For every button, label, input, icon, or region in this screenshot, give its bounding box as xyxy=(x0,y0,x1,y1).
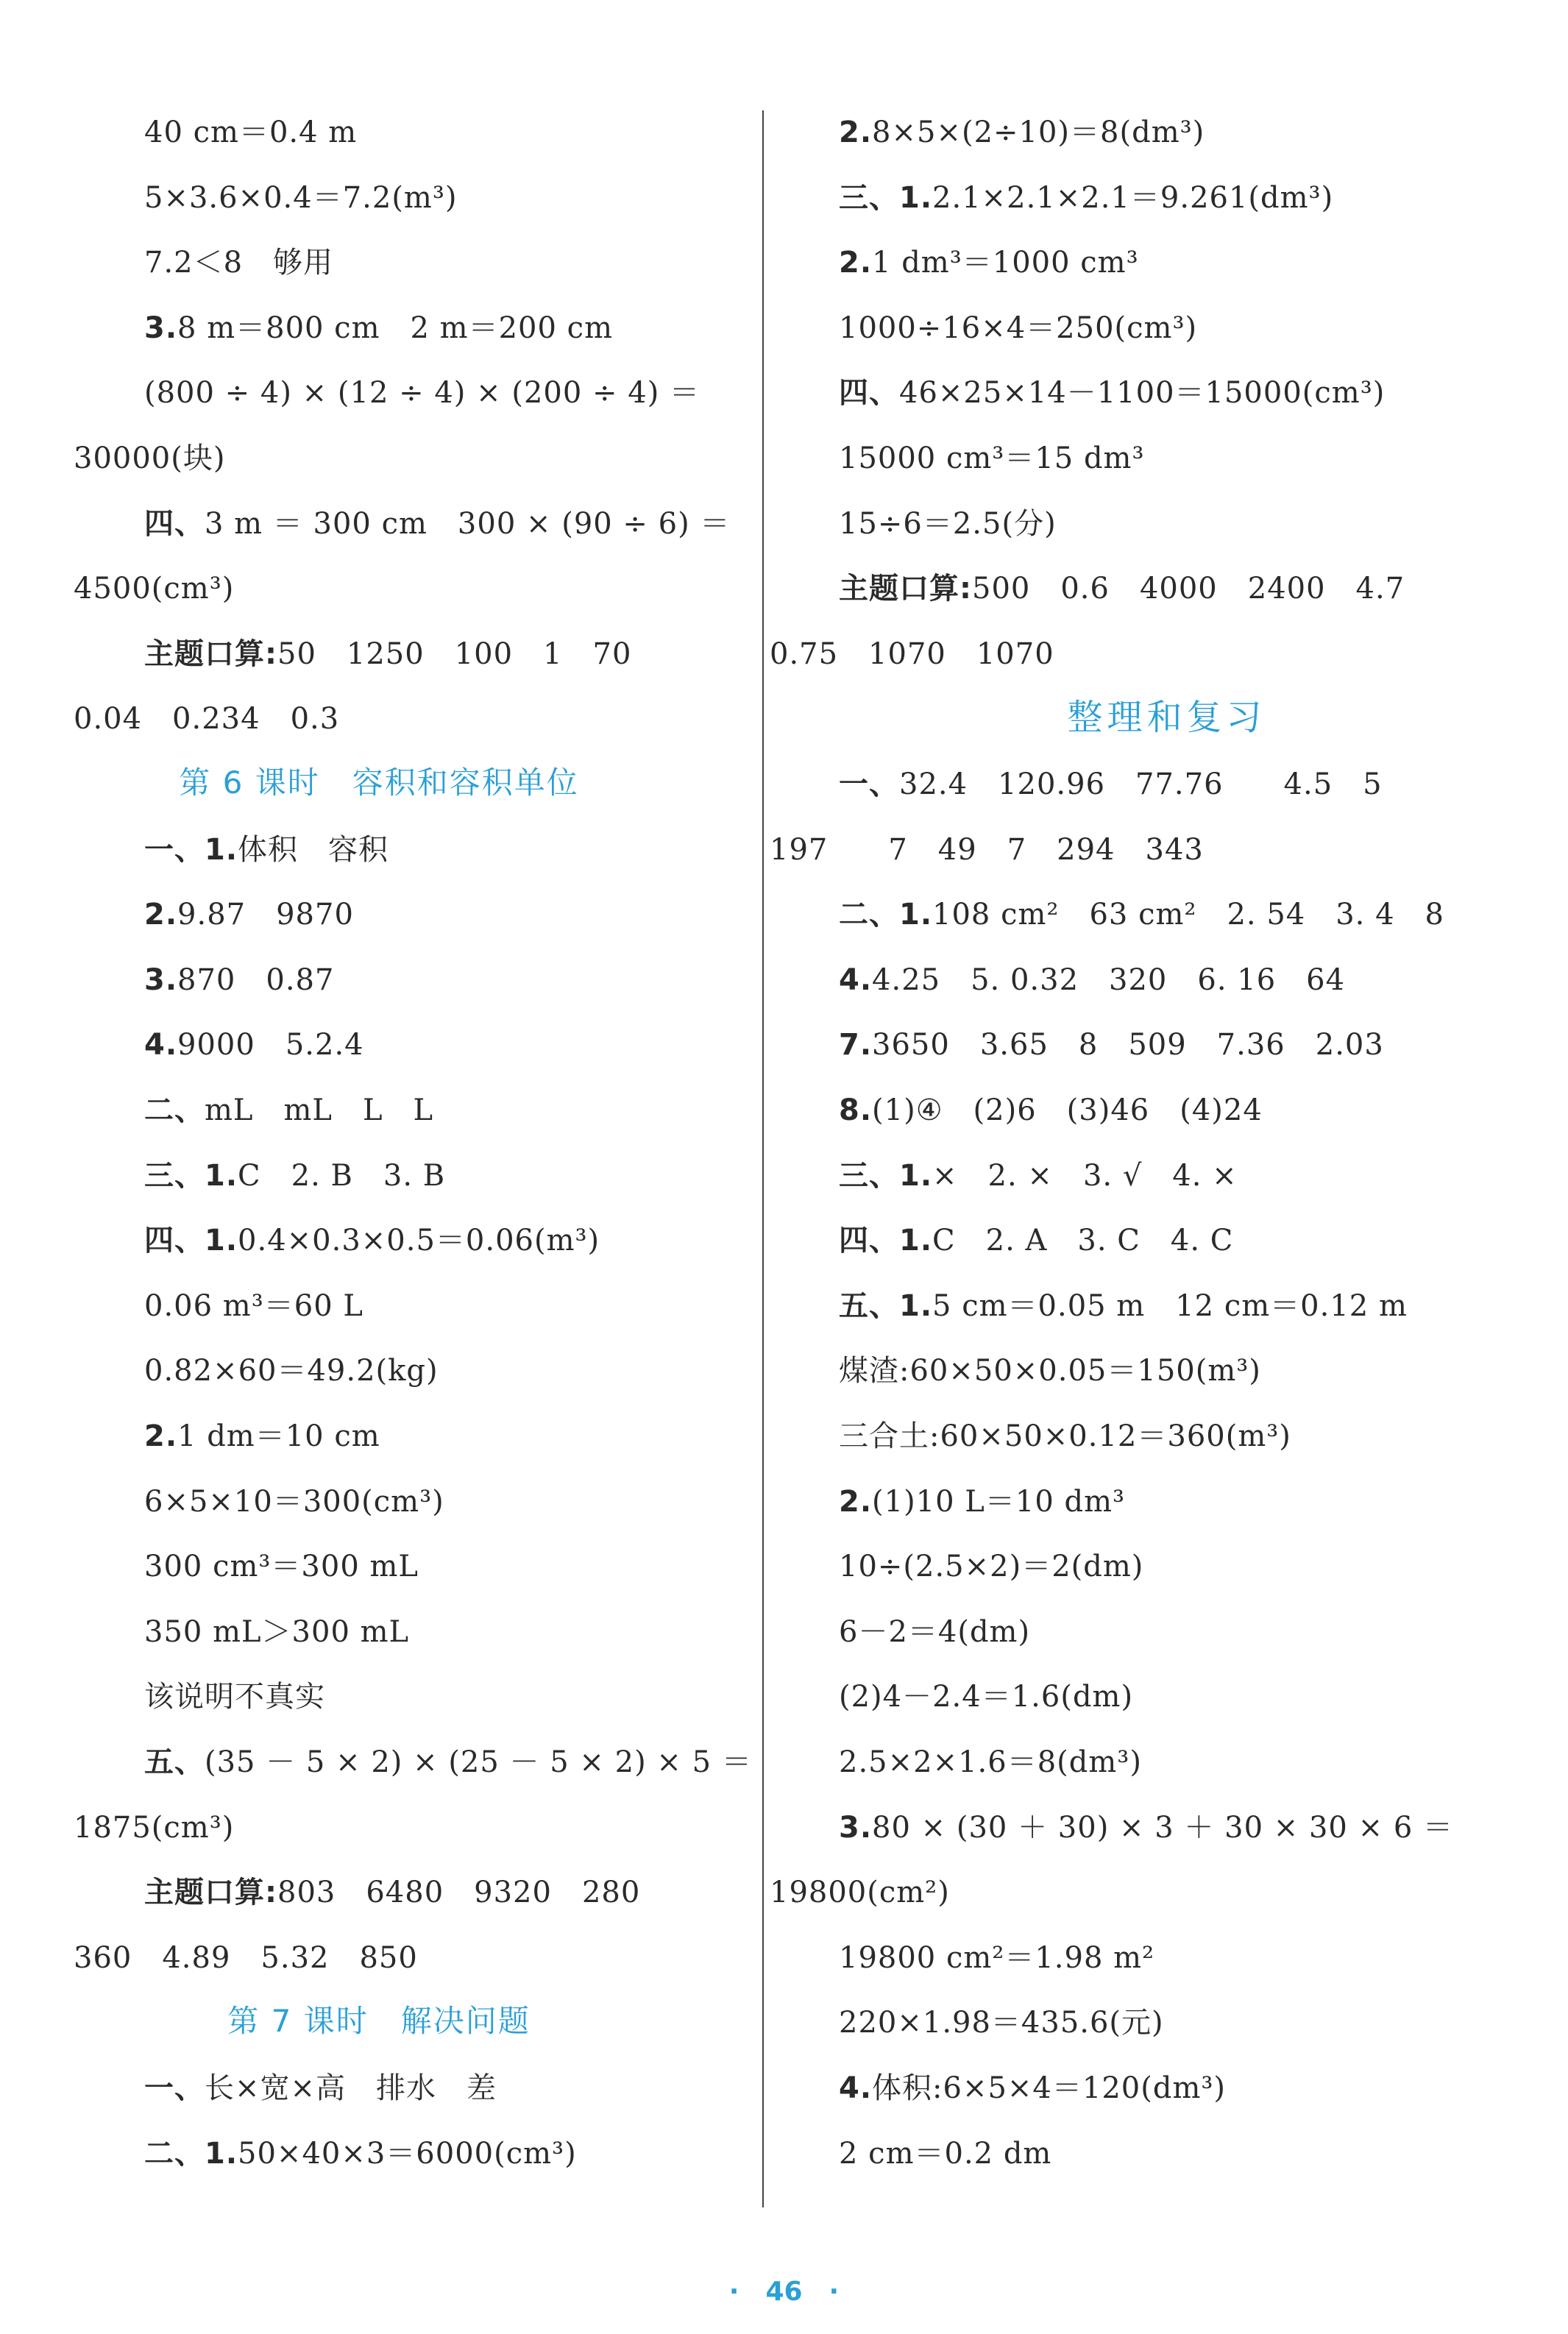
question-label: 四、 xyxy=(144,506,205,541)
answer-line xyxy=(144,1742,752,1783)
answer-line xyxy=(144,112,357,153)
question-label: 四、 xyxy=(839,376,899,411)
answer-text: 10÷(2.5×2)＝2(dm) xyxy=(839,1550,1144,1584)
answer-text: (35 － 5 × 2) × (25 － 5 × 2) × 5 ＝ xyxy=(205,1745,752,1779)
answer-text: 32.4 120.96 77.76 4.5 5 xyxy=(899,767,1383,801)
question-label: 二、 xyxy=(144,1093,205,1127)
question-label: 五、 xyxy=(144,1745,205,1779)
page-footer xyxy=(0,2277,1568,2307)
section-heading: 第 7 课时 解决问题 xyxy=(227,2003,531,2040)
answer-line xyxy=(144,1416,380,1457)
question-label: 主题口算: xyxy=(144,636,277,671)
answer-line xyxy=(144,177,458,219)
question-label: 一、 xyxy=(144,2071,205,2105)
answer-text: 19800(cm²) xyxy=(770,1876,950,1910)
answer-line xyxy=(839,894,1444,935)
answer-line xyxy=(74,438,225,479)
answer-line xyxy=(839,2068,1226,2109)
answer-line xyxy=(839,1742,1142,1783)
question-label: 4. xyxy=(839,962,873,997)
question-label: 3. xyxy=(839,1810,873,1845)
answer-text: 该说明不真实 xyxy=(144,1680,325,1714)
answer-line xyxy=(144,2133,577,2174)
answer-text: 46×25×14－1100＝15000(cm³) xyxy=(899,376,1386,411)
answer-line xyxy=(770,1872,950,1913)
question-label: 4. xyxy=(144,1028,178,1063)
answer-line xyxy=(839,1285,1408,1327)
question-label: 主题口算: xyxy=(839,572,972,606)
answer-text: 1 dm＝10 cm xyxy=(177,1419,380,1453)
answer-line xyxy=(74,1807,234,1848)
answer-text: 1000÷16×4＝250(cm³) xyxy=(839,311,1198,345)
answer-line xyxy=(144,1481,444,1522)
answer-text: 80 × (30 ＋ 30) × 3 ＋ 30 × 30 × 6 ＝ xyxy=(872,1810,1453,1845)
answer-text: 1 dm³＝1000 cm³ xyxy=(872,246,1139,280)
answer-line xyxy=(839,1611,1030,1653)
answer-line xyxy=(839,112,1205,153)
answer-text: 108 cm² 63 cm² 2. 54 3. 4 8 xyxy=(932,898,1444,932)
answer-text: 500 0.6 4000 2400 4.7 xyxy=(972,572,1405,606)
answer-line xyxy=(144,242,333,283)
answer-text: C 2. B 3. B xyxy=(238,1158,446,1193)
answer-line xyxy=(839,308,1197,349)
answer-line xyxy=(839,1155,1238,1196)
answer-text: 4.25 5. 0.32 320 6. 16 64 xyxy=(872,962,1346,997)
answer-line xyxy=(839,2002,1164,2043)
answer-line xyxy=(839,372,1385,414)
answer-line xyxy=(144,1220,600,1261)
answer-line xyxy=(839,242,1139,283)
footer-dot-right: · xyxy=(829,2277,840,2307)
answer-line xyxy=(839,568,1405,609)
answer-text: 300 cm³＝300 mL xyxy=(144,1550,419,1584)
answer-line xyxy=(839,764,1383,805)
answer-text: 8×5×(2÷10)＝8(dm³) xyxy=(872,116,1205,149)
column-divider xyxy=(762,110,764,2207)
answer-line xyxy=(144,829,389,870)
answer-line xyxy=(770,829,1204,870)
answer-line xyxy=(144,1872,640,1913)
answer-line xyxy=(839,438,1145,479)
question-label: 2. xyxy=(839,116,873,149)
question-label: 7. xyxy=(839,1028,873,1063)
question-label: 2. xyxy=(144,898,178,932)
question-label: 3. xyxy=(144,962,178,997)
question-label: 二、1. xyxy=(839,898,933,932)
answer-text: 体积:6×5×4＝120(dm³) xyxy=(872,2071,1227,2105)
answer-line xyxy=(839,1416,1291,1457)
answer-text: 4500(cm³) xyxy=(74,572,235,606)
answer-text: 5×3.6×0.4＝7.2(m³) xyxy=(144,180,458,215)
answer-line xyxy=(144,308,613,349)
answer-line xyxy=(144,634,631,675)
answer-text: 50×40×3＝6000(cm³) xyxy=(238,2136,577,2171)
answer-text: 0.06 m³＝60 L xyxy=(144,1288,363,1323)
answer-text: 50 1250 100 1 70 xyxy=(277,636,632,671)
answer-text: 2 cm＝0.2 dm xyxy=(839,2136,1052,2171)
answer-line xyxy=(839,177,1333,219)
answer-text: 30000(块) xyxy=(74,441,226,475)
answer-text: 19800 cm²＝1.98 m² xyxy=(839,1940,1155,1975)
answer-line xyxy=(144,1090,433,1131)
answer-text: 6－2＝4(dm) xyxy=(839,1614,1031,1649)
answer-line xyxy=(144,1350,439,1391)
section-heading: 整理和复习 xyxy=(1067,697,1266,739)
answer-text: 5 cm＝0.05 m 12 cm＝0.12 m xyxy=(932,1288,1408,1323)
answer-text: 803 6480 9320 280 xyxy=(277,1876,641,1910)
answer-text: 3650 3.65 8 509 7.36 2.03 xyxy=(872,1028,1384,1063)
answer-text: (2)4－2.4＝1.6(dm) xyxy=(839,1680,1134,1714)
answer-line xyxy=(839,503,1057,545)
answer-text: × 2. × 3. √ 4. × xyxy=(932,1158,1238,1193)
answer-line xyxy=(144,2068,497,2109)
answer-line xyxy=(839,1481,1125,1522)
answer-line xyxy=(144,1024,364,1065)
answer-line xyxy=(770,634,1054,675)
answer-text: 220×1.98＝435.6(元) xyxy=(839,2006,1164,2040)
answer-line xyxy=(144,894,354,935)
answer-text: 0.75 1070 1070 xyxy=(770,636,1054,671)
answer-text: 8 m＝800 cm 2 m＝200 cm xyxy=(177,311,614,345)
answer-text: 15000 cm³＝15 dm³ xyxy=(839,441,1145,475)
answer-line xyxy=(839,1937,1154,1979)
answer-line xyxy=(839,1350,1261,1391)
answer-text: mL mL L L xyxy=(205,1093,434,1127)
answer-text: 长×宽×高 排水 差 xyxy=(205,2071,497,2105)
answer-text: (1)10 L＝10 dm³ xyxy=(872,1484,1126,1519)
answer-text: 2.5×2×1.6＝8(dm³) xyxy=(839,1745,1142,1779)
answer-line xyxy=(144,1611,409,1653)
answer-line xyxy=(839,1807,1453,1848)
answer-line xyxy=(839,1546,1143,1587)
answer-line xyxy=(839,2133,1051,2174)
answer-line xyxy=(839,1090,1263,1131)
answer-text: 15÷6＝2.5(分) xyxy=(839,506,1057,541)
footer-dot-left: · xyxy=(728,2277,739,2307)
answer-text: 7.2＜8 够用 xyxy=(144,246,334,280)
question-label: 五、1. xyxy=(839,1288,933,1323)
answer-text: 0.82×60＝49.2(kg) xyxy=(144,1354,439,1388)
answer-text: C 2. A 3. C 4. C xyxy=(932,1224,1234,1258)
answer-line xyxy=(144,503,730,545)
answer-text: (800 ÷ 4) × (12 ÷ 4) × (200 ÷ 4) ＝ xyxy=(144,376,700,411)
answer-line xyxy=(144,1155,445,1196)
question-label: 2. xyxy=(839,1484,873,1519)
answer-line xyxy=(839,1676,1133,1717)
answer-line xyxy=(144,1546,419,1587)
answer-line xyxy=(839,1220,1233,1261)
question-label: 主题口算: xyxy=(144,1876,277,1910)
section-heading: 第 6 课时 容积和容积单位 xyxy=(179,765,579,801)
answer-line xyxy=(839,1024,1384,1065)
question-label: 2. xyxy=(839,246,873,280)
answer-text: 360 4.89 5.32 850 xyxy=(74,1940,418,1975)
answer-text: 0.04 0.234 0.3 xyxy=(74,702,340,737)
question-label: 8. xyxy=(839,1093,873,1127)
answer-text: 350 mL＞300 mL xyxy=(144,1614,410,1649)
answer-line xyxy=(74,698,339,739)
answer-line xyxy=(74,568,234,609)
answer-text: 9000 5.2.4 xyxy=(177,1028,364,1063)
answer-text: 9.87 9870 xyxy=(177,898,354,932)
page-number: 46 xyxy=(765,2277,803,2307)
answer-text: 煤渣:60×50×0.05＝150(m³) xyxy=(839,1354,1261,1388)
question-label: 四、1. xyxy=(839,1224,933,1258)
question-label: 一、1. xyxy=(144,832,238,867)
answer-line xyxy=(144,1676,325,1717)
question-label: 3. xyxy=(144,311,178,345)
answer-text: (1)④ (2)6 (3)46 (4)24 xyxy=(872,1093,1263,1127)
answer-text: 1875(cm³) xyxy=(74,1810,235,1845)
answer-line xyxy=(144,372,700,414)
question-label: 三、1. xyxy=(839,180,933,215)
answer-line xyxy=(144,960,334,1001)
answer-text: 2.1×2.1×2.1＝9.261(dm³) xyxy=(932,180,1334,215)
answer-line xyxy=(144,1285,363,1327)
question-label: 二、1. xyxy=(144,2136,238,2171)
question-label: 三、1. xyxy=(839,1158,933,1193)
answer-text: 197 7 49 7 294 343 xyxy=(770,832,1204,867)
answer-text: 0.4×0.3×0.5＝0.06(m³) xyxy=(238,1224,600,1258)
answer-text: 40 cm＝0.4 m xyxy=(144,116,358,149)
question-label: 2. xyxy=(144,1419,178,1453)
question-label: 四、1. xyxy=(144,1224,238,1258)
answer-text: 3 m ＝ 300 cm 300 × (90 ÷ 6) ＝ xyxy=(205,506,731,541)
answer-text: 870 0.87 xyxy=(177,962,335,997)
answer-text: 三合土:60×50×0.12＝360(m³) xyxy=(839,1419,1291,1453)
question-label: 三、1. xyxy=(144,1158,238,1193)
answer-line xyxy=(839,960,1345,1001)
answer-text: 6×5×10＝300(cm³) xyxy=(144,1484,444,1519)
answer-text: 体积 容积 xyxy=(238,832,389,867)
question-label: 4. xyxy=(839,2071,873,2105)
question-label: 一、 xyxy=(839,767,899,801)
answer-line xyxy=(74,1937,418,1979)
